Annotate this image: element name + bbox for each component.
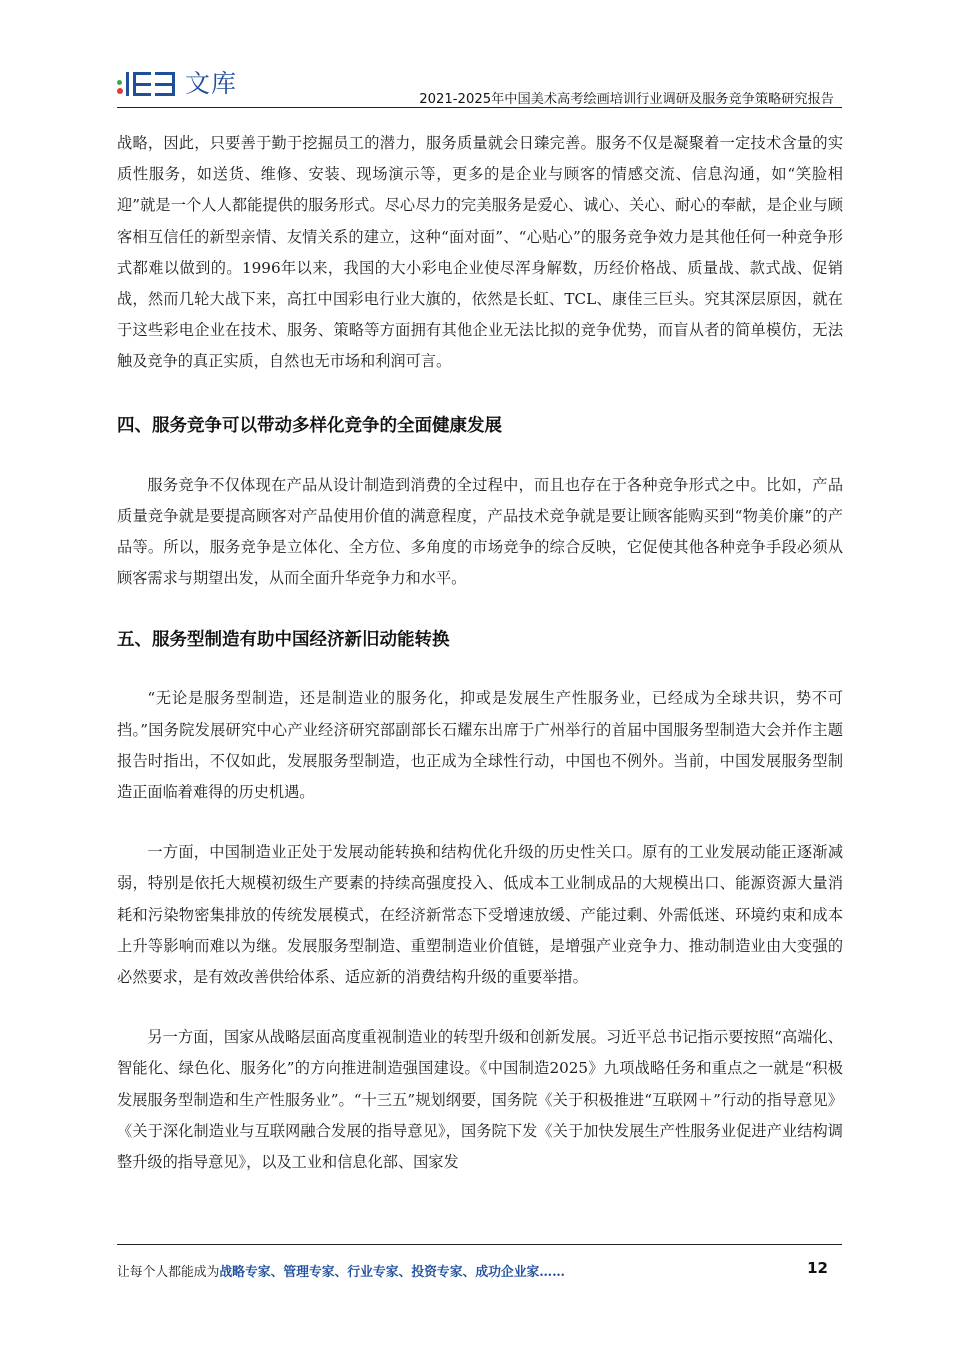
section-heading-5: 五、服务型制造有助中国经济新旧动能转换 (117, 630, 450, 651)
report-title: 2021-2025年中国美术高考绘画培训行业调研及服务竞争策略研究报告 (419, 92, 834, 107)
page-header (117, 66, 842, 106)
paragraph-on-other-hand: 另一方面，国家从战略层面高度重视制造业的转型升级和创新发展。习近平总书记指示要按照“高端化、智能化、绿色化、服务化”的方向推进制造强国建设。《中国制造2025》九项战略任务和重点之一就是“积极发展服务型制造和生产性服务业”。“十三五”规划纲要，国务院《关于积极推进“互联网＋”行动的指导意见》《关于深化制造业与互联网融合发展的指导意见》，国务院下发《关于加快发展生产性服务业促进产业结构调整升级的指导意见》，以及工业和信息化部、国家发 (117, 1028, 843, 1172)
logo-mark-icon (117, 70, 179, 98)
paragraph-on-one-hand: 一方面，中国制造业正处于发展动能转换和结构优化升级的历史性关口。原有的工业发展动能正逐渐减弱，特别是依托大规模初级生产要素的持续高强度投入、低成本工业制成品的大规模出口、能源资源大量消耗和污染物密集排放的传统发展模式，在经济新常态下受增速放缓、产能过剩、外需低迷、环境约束和成本上升等影响而难以为继。发展服务型制造、重塑制造业价值链，是增强产业竞争力、推动制造业由大变强的必然要求，是有效改善供给体系、适应新的消费结构升级的重要举措。 (117, 843, 843, 987)
logo-text: 文库 (185, 69, 238, 98)
paragraph-service-competition: 服务竞争不仅体现在产品从设计制造到消费的全过程中，而且也存在于各种竞争形式之中。比如，产品质量竞争就是要提高顾客对产品使用价值的满意程度，产品技术竞争就是要让顾客能购买到“物美价廉”的产品等。所以，服务竞争是立体化、全方位、多角度的市场竞争的综合反映，它促使其他各种竞争手段必须从顾客需求与期望出发，从而全面升华竞争力和水平。 (117, 475, 843, 588)
footer-slogan-prefix: 让每个人都能成为 (117, 1265, 220, 1280)
paragraph-service-manufacturing: “无论是服务型制造，还是制造业的服务化，抑或是发展生产性服务业，已经成为全球共识，势不可挡。”国务院发展研究中心产业经济研究部副部长石耀东出席于广州举行的首届中国服务型制造大会并作主题报告时指出，不仅如此，发展服务型制造，也正成为全球性行动，中国也不例外。当前，中国发展服务型制造正面临着难得的历史机遇。 (117, 689, 843, 802)
footer-slogan-highlight: 战略专家、管理专家、行业专家、投资专家、成功企业家…… (219, 1265, 565, 1280)
header-divider (117, 107, 842, 108)
footer-divider (117, 1244, 842, 1245)
brand-logo[interactable] (117, 68, 237, 100)
paragraph-continued: 战略，因此，只要善于勤于挖掘员工的潜力，服务质量就会日臻完善。服务不仅是凝聚着一定技术含量的实质性服务，如送货、维修、安装、现场演示等，更多的是企业与顾客的情感交流、信息沟通，如“笑脸相迎”就是一个人人都能提供的服务形式。尽心尽力的完美服务是爱心、诚心、关心、耐心的奉献，是企业与顾客相互信任的新型亲情、友情关系的建立，这种“面对面”、“心贴心”的服务竞争效力是其他任何一种竞争形式都难以做到的。1996年以来，我国的大小彩电企业使尽浑身解数，历经价格战、质量战、款式战、促销战，然而几轮大战下来，高扛中国彩电行业大旗的，依然是长虹、TCL、康佳三巨头。究其深层原因，就在于这些彩电企业在技术、服务、策略等方面拥有其他企业无法比拟的竞争优势，而盲从者的简单模仿，无法触及竞争的真正实质，自然也无市场和利润可言。 (117, 134, 843, 371)
page-body (117, 128, 843, 1178)
footer-slogan (117, 1261, 565, 1280)
page-footer (117, 1244, 842, 1284)
section-heading-4: 四、服务竞争可以带动多样化竞争的全面健康发展 (117, 415, 502, 436)
page-number: 12 (807, 1259, 828, 1277)
